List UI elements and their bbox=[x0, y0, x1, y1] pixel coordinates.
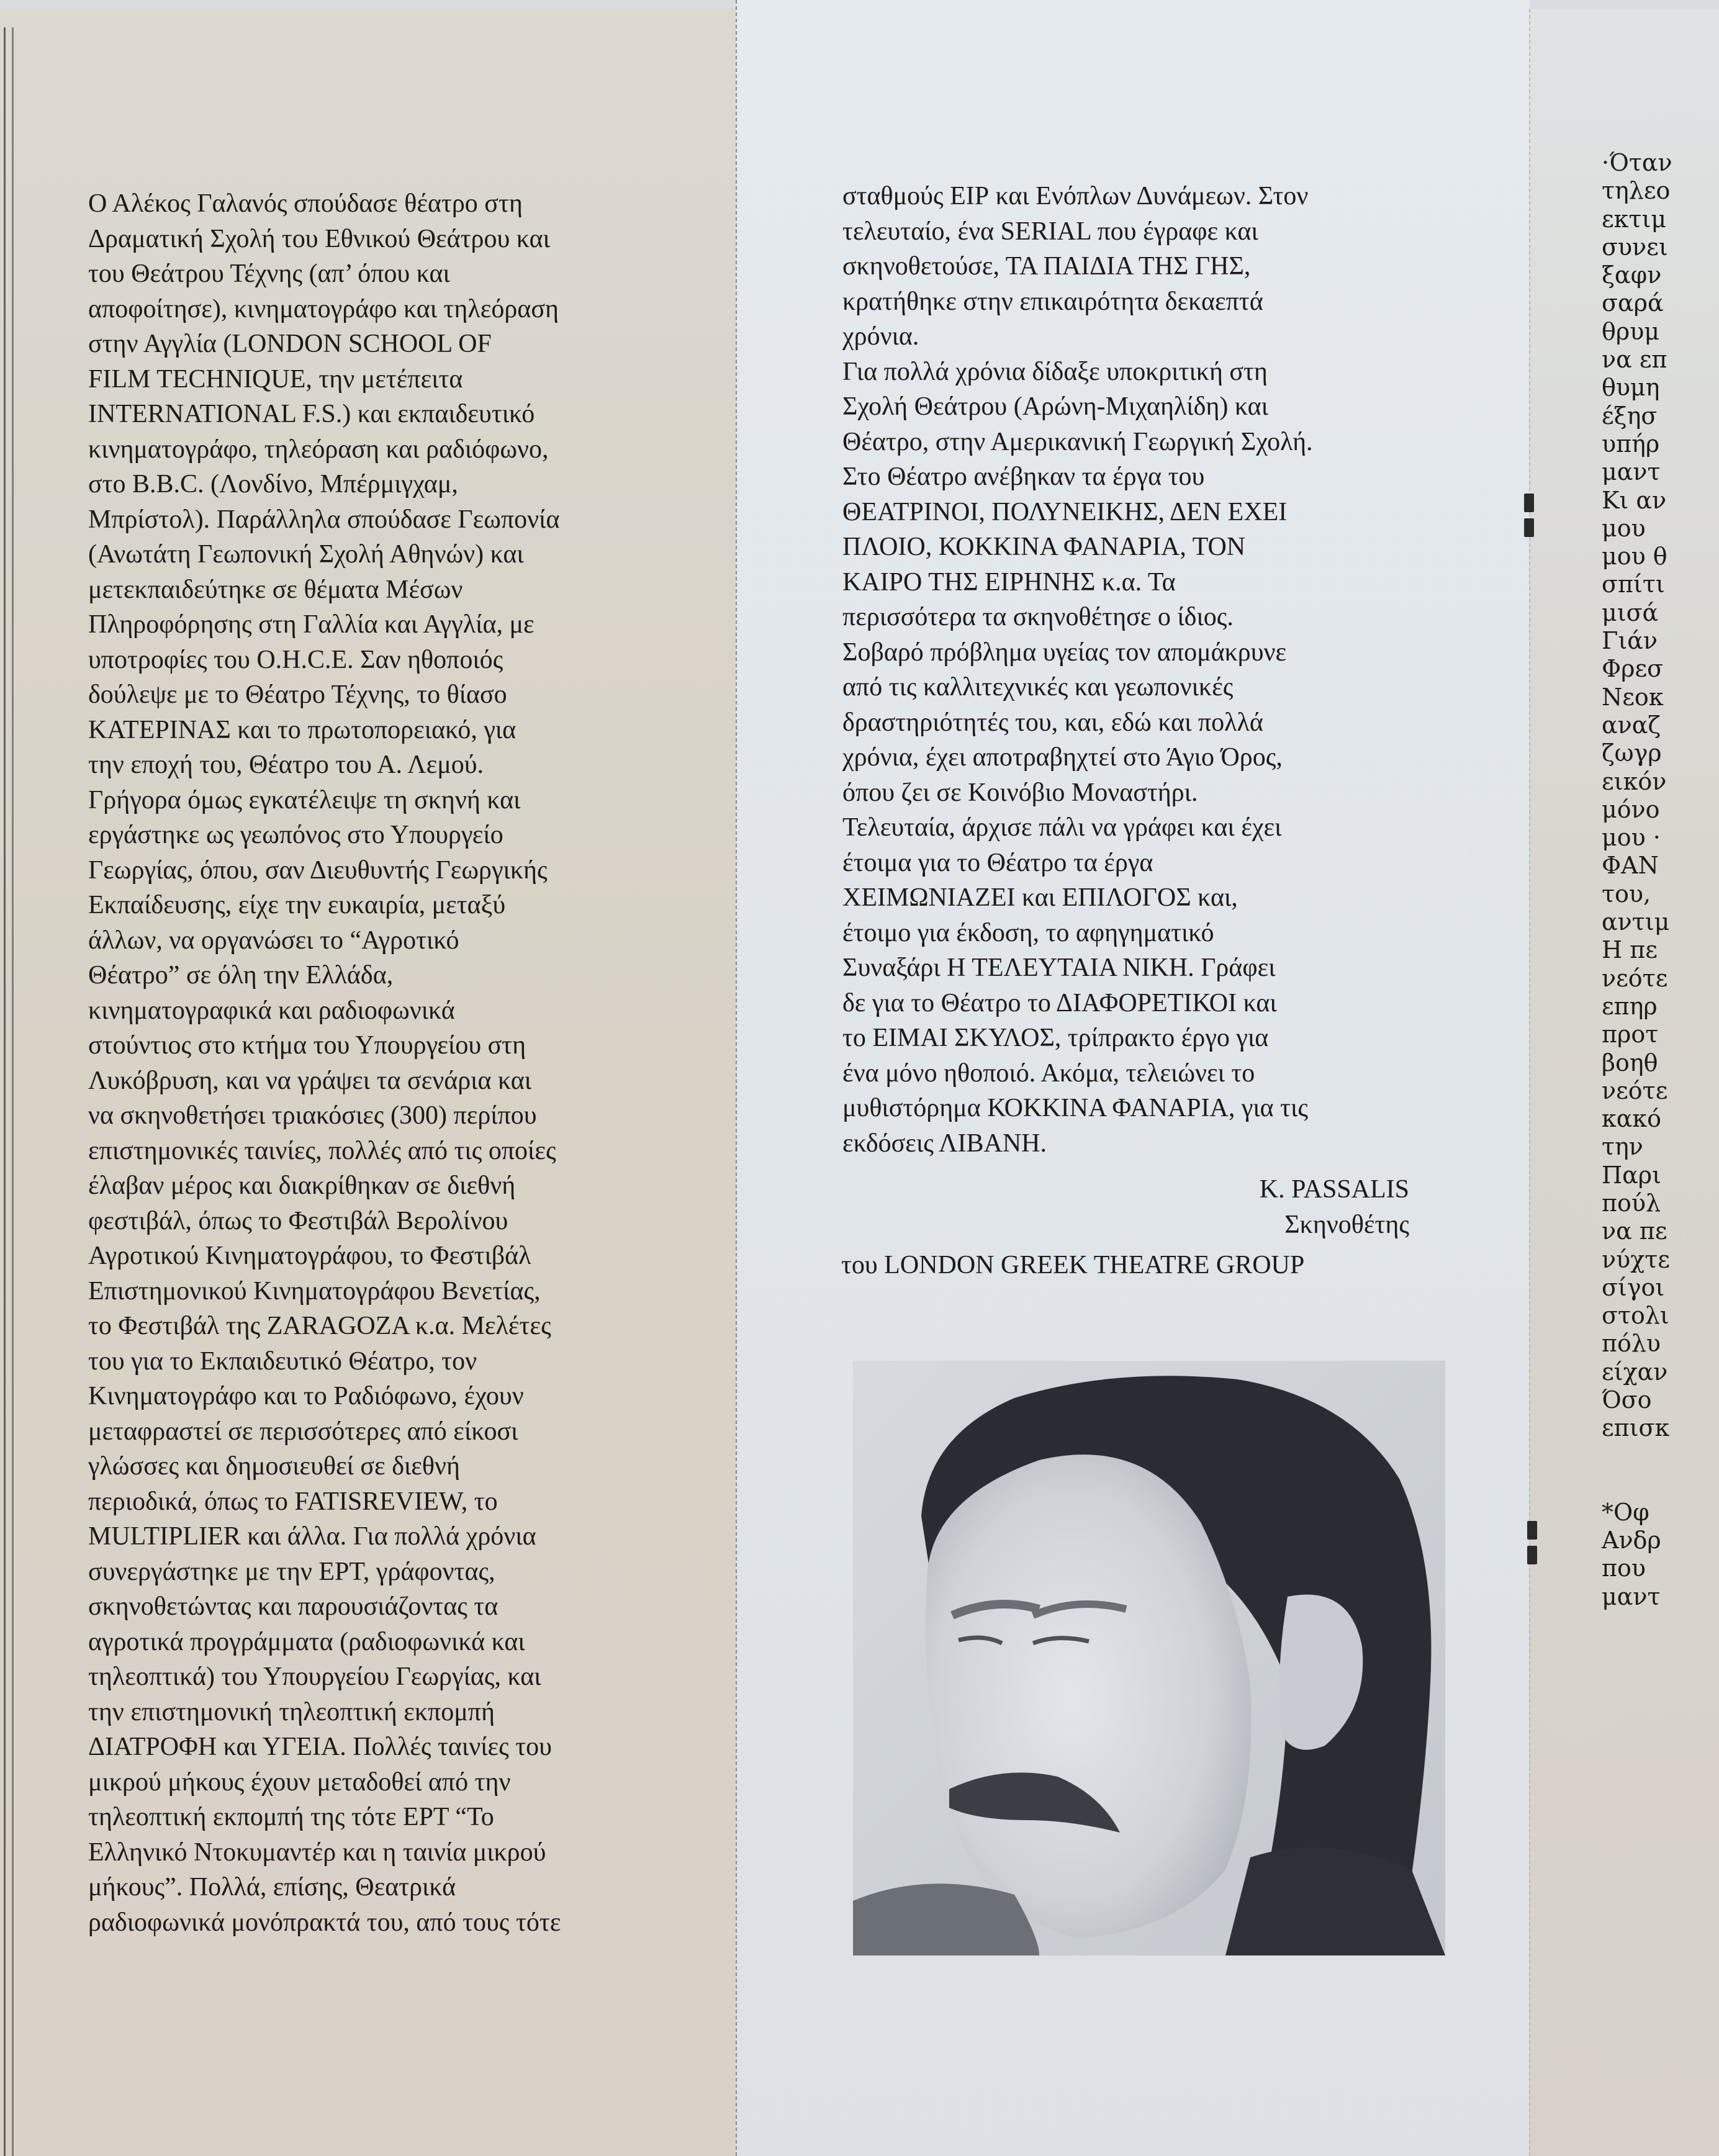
text-line: ΚΑΙΡΟ ΤΗΣ ΕΙΡΗΝΗΣ κ.α. Τα bbox=[842, 567, 1176, 597]
text-line: από τις καλλιτεχνικές και γεωπονικές bbox=[842, 673, 1234, 701]
text-line: Γεωργίας, όπου, σαν Διευθυντής Γεωργικής bbox=[88, 855, 548, 885]
footnote-line: Ανδρ bbox=[1602, 1526, 1661, 1554]
text-line: αντιμ bbox=[1602, 908, 1670, 936]
text-line: Παρι bbox=[1602, 1161, 1662, 1189]
text-line: τηλεοπτικά) του Υπουργείου Γεωργίας, και bbox=[88, 1662, 541, 1691]
text-line: μήκους”. Πολλά, επίσης, Θεατρικά bbox=[88, 1873, 456, 1901]
text-line: θυμη bbox=[1602, 374, 1660, 402]
text-line: όπου ζει σε Κοινόβιο Μοναστήρι. bbox=[842, 778, 1198, 807]
right-column-text bbox=[1602, 149, 1672, 1611]
text-line: συνει bbox=[1602, 233, 1668, 261]
text-line: περιοδικά, όπως το FATISREVIEW, το bbox=[88, 1487, 498, 1516]
text-line: μαντ bbox=[1602, 458, 1661, 486]
text-line: επηρ bbox=[1602, 992, 1658, 1020]
text-line: μικρού μήκους έχουν μεταδοθεί από την bbox=[88, 1767, 511, 1797]
text-line: εικόν bbox=[1602, 767, 1667, 795]
text-line: φεστιβάλ, όπως το Φεστιβάλ Βερολίνου bbox=[88, 1206, 508, 1235]
text-line: MULTIPLIER και άλλα. Για πολλά χρόνια bbox=[88, 1522, 536, 1551]
text-line: προτ bbox=[1602, 1021, 1659, 1049]
text-line: πούλ bbox=[1602, 1189, 1661, 1217]
text-line: μου · bbox=[1602, 824, 1661, 852]
text-line: του, bbox=[1602, 880, 1651, 908]
text-line: σπίτι bbox=[1602, 571, 1665, 598]
text-line: μόνο bbox=[1602, 795, 1660, 823]
text-line: το Φεστιβάλ της ZARAGOZA κ.α. Μελέτες bbox=[88, 1312, 551, 1340]
text-line: δούλεψε με το Θέατρο Τέχνης, το θίασο bbox=[88, 680, 507, 709]
text-line: ραδιοφωνικά μονόπρακτά του, από τους τότε bbox=[88, 1908, 561, 1937]
text-line: τελευταίο, ένα SERIAL που έγραφε και bbox=[842, 217, 1258, 246]
text-line: Φρεσ bbox=[1602, 655, 1664, 683]
text-line: Θέατρο, στην Αμερικανική Γεωργική Σχολή. bbox=[842, 427, 1313, 456]
text-line: Ο Αλέκος Γαλανός σπούδασε θέατρο στη bbox=[88, 189, 523, 218]
text-line: του Θεάτρου Τέχνης (απ’ όπου και bbox=[88, 259, 450, 288]
text-line: Γρήγορα όμως εγκατέλειψε τη σκηνή και bbox=[88, 785, 521, 814]
text-line: στολι bbox=[1602, 1302, 1669, 1330]
text-line: ·Όταν bbox=[1602, 149, 1672, 176]
text-line: υπήρ bbox=[1602, 430, 1660, 458]
spacer bbox=[1602, 1443, 1672, 1499]
text-line: περισσότερα τα σκηνοθέτησε ο ίδιος. bbox=[842, 603, 1234, 631]
footnote-line: *Οφ bbox=[1602, 1498, 1649, 1526]
text-line: άλλων, να οργανώσει το “Αγροτικό bbox=[88, 926, 459, 955]
text-line: Για πολλά χρόνια δίδαξε υποκριτική στη bbox=[842, 357, 1268, 386]
text-line: την bbox=[1602, 1133, 1643, 1161]
text-line: μου bbox=[1602, 514, 1646, 542]
signature-group: του LONDON GREEK THEATRE GROUP bbox=[841, 1251, 1305, 1279]
text-line: του για το Εκπαιδευτικό Θέατρο, τον bbox=[88, 1346, 477, 1376]
text-line: Σχολή Θεάτρου (Αρώνη-Μιχαηλίδη) και bbox=[842, 392, 1268, 421]
text-line: έτοιμο για έκδοση, το αφηγηματικό bbox=[842, 918, 1214, 947]
text-line: Τελευταία, άρχισε πάλι να γράφει και έχει bbox=[842, 813, 1282, 842]
text-line: επιστημονικές ταινίες, πολλές από τις οποίες bbox=[88, 1136, 556, 1165]
text-line: συνεργάστηκε με την ΕΡΤ, γράφοντας, bbox=[88, 1557, 495, 1586]
text-line: μετεκπαιδεύτηκε σε θέματα Μέσων bbox=[88, 575, 463, 604]
text-line: INTERNATIONAL F.S.) και εκπαιδευτικό bbox=[88, 400, 535, 428]
text-line: πόλυ bbox=[1602, 1330, 1661, 1358]
text-line: να σκηνοθετήσει τριακόσιες (300) περίπου bbox=[88, 1101, 537, 1130]
text-line: την επιστημονική τηλεοπτική εκπομπή bbox=[88, 1697, 495, 1726]
text-line: ΠΛΟΙΟ, ΚΟΚΚΙΝΑ ΦΑΝΑΡΙΑ, ΤΟΝ bbox=[842, 533, 1246, 561]
text-line: Νεοκ bbox=[1602, 683, 1664, 711]
footnote-line: μαντ bbox=[1602, 1582, 1661, 1610]
text-line: νύχτε bbox=[1602, 1245, 1670, 1273]
text-line: το ΕΙΜΑΙ ΣΚΥΛΟΣ, τρίπρακτο έργο για bbox=[842, 1024, 1269, 1052]
text-line: Επιστημονικού Κινηματογράφου Βενετίας, bbox=[88, 1276, 541, 1306]
text-line: αναζ bbox=[1602, 711, 1661, 739]
text-line: είχαν bbox=[1602, 1358, 1668, 1386]
text-line: Θέατρο” σε όλη την Ελλάδα, bbox=[88, 961, 394, 990]
signature-role: Σκηνοθέτης bbox=[1284, 1211, 1409, 1239]
text-line: Ελληνικό Ντοκυμαντέρ και η ταινία μικρού bbox=[88, 1838, 546, 1867]
text-line: έτοιμα για το Θέατρο τα έργα bbox=[842, 848, 1153, 877]
text-line: ζωγρ bbox=[1602, 739, 1662, 767]
text-line: μισά bbox=[1602, 598, 1659, 626]
page-edge-line bbox=[12, 27, 14, 2156]
left-column-text bbox=[88, 186, 659, 1940]
text-line: να επ bbox=[1602, 346, 1667, 374]
staple-icon bbox=[1524, 1521, 1540, 1564]
text-line: υποτροφίες του Ο.Η.C.Ε. Σαν ηθοποιός bbox=[88, 645, 503, 674]
text-line: Μπρίστολ). Παράλληλα σπούδασε Γεωπονία bbox=[88, 505, 560, 534]
text-line: δε για το Θέατρο το ΔΙΑΦΟΡΕΤΙΚΟΙ και bbox=[842, 988, 1277, 1017]
text-line: ΚΑΤΕΡΙΝΑΣ και το πρωτοπορειακό, για bbox=[88, 715, 517, 744]
text-line: Εκπαίδευσης, είχε την ευκαιρία, μεταξύ bbox=[88, 891, 506, 919]
text-line: Συναξάρι Η ΤΕΛΕΥΤΑΙΑ ΝΙΚΗ. Γράφει bbox=[842, 954, 1276, 982]
text-line: στην Αγγλία (LONDON SCHOOL OF bbox=[88, 330, 492, 358]
text-line: Δραματική Σχολή του Εθνικού Θεάτρου και bbox=[88, 224, 550, 253]
text-line: στούντιος στο κτήμα του Υπουργείου στη bbox=[88, 1031, 526, 1060]
text-line: σκηνοθετούσε, ΤΑ ΠΑΙΔΙΑ ΤΗΣ ΓΗΣ, bbox=[842, 252, 1251, 281]
text-line: θρυμ bbox=[1602, 317, 1660, 345]
text-line: Γιάν bbox=[1602, 627, 1658, 655]
text-line: τηλεοπτική εκπομπή της τότε ΕΡΤ “Το bbox=[88, 1803, 494, 1831]
text-line: αγροτικά προγράμματα (ραδιοφωνικά και bbox=[88, 1627, 525, 1656]
text-line: τηλεο bbox=[1602, 177, 1671, 205]
text-line: Πληροφόρησης στη Γαλλία και Αγγλία, με bbox=[88, 610, 535, 639]
portrait-photo bbox=[853, 1361, 1445, 1955]
text-line: νεότε bbox=[1602, 964, 1668, 992]
text-line: γλώσσες και δημοσιευθεί σε διεθνή bbox=[88, 1452, 460, 1481]
text-line: να πε bbox=[1602, 1217, 1667, 1245]
text-line: κινηματογράφο, τηλεόραση και ραδιόφωνο, bbox=[88, 435, 549, 464]
text-line: σαρά bbox=[1602, 289, 1664, 317]
text-line: κακό bbox=[1602, 1105, 1662, 1133]
text-line: Σοβαρό πρόβλημα υγείας τον απομάκρυνε bbox=[842, 638, 1287, 667]
text-line: ΔΙΑΤΡΟΦΗ και ΥΓΕΙΑ. Πολλές ταινίες του bbox=[88, 1733, 552, 1761]
text-line: Αγροτικού Κινηματογράφου, το Φεστιβάλ bbox=[88, 1242, 531, 1270]
text-line: Όσο bbox=[1602, 1386, 1652, 1414]
text-line: βοηθ bbox=[1602, 1049, 1658, 1076]
text-line: έξησ bbox=[1602, 402, 1658, 430]
text-line: ΧΕΙΜΩΝΙΑΖΕΙ και ΕΠΙΛΟΓΟΣ και, bbox=[842, 883, 1238, 912]
text-line: την εποχή του, Θέατρο του Α. Λεμού. bbox=[88, 751, 484, 779]
text-line: νεότε bbox=[1602, 1076, 1668, 1104]
page-edge-line bbox=[4, 27, 6, 2156]
text-line: ξαφν bbox=[1602, 261, 1662, 289]
text-line: εκτιμ bbox=[1602, 205, 1667, 233]
text-line: ΦΑΝ bbox=[1602, 852, 1659, 880]
signature-name: K. PASSALIS bbox=[1259, 1175, 1409, 1204]
text-line: μου θ bbox=[1602, 543, 1667, 571]
text-line: επισκ bbox=[1602, 1414, 1670, 1442]
text-line: σκηνοθετώντας και παρουσιάζοντας τα bbox=[88, 1592, 499, 1621]
portrait-image bbox=[853, 1361, 1445, 1955]
text-line: Κινηματογράφο και το Ραδιόφωνο, έχουν bbox=[88, 1382, 524, 1410]
middle-column-text bbox=[842, 179, 1420, 1161]
text-line: μυθιστόρημα ΚΟΚΚΙΝΑ ΦΑΝΑΡΙΑ, για τις bbox=[842, 1094, 1308, 1122]
text-line: Η πε bbox=[1602, 936, 1658, 964]
text-line: (Ανωτάτη Γεωπονική Σχολή Αθηνών) και bbox=[88, 540, 524, 569]
text-line: έλαβαν μέρος και διακρίθηκαν σε διεθνή bbox=[88, 1171, 516, 1200]
text-line: στο B.B.C. (Λονδίνο, Μπέρμιγχαμ, bbox=[88, 470, 458, 498]
text-line: εκδόσεις ΛΙΒΑΝΗ. bbox=[842, 1129, 1047, 1158]
text-line: μεταφραστεί σε περισσότερες από είκοσι bbox=[88, 1417, 518, 1446]
text-line: Στο Θέατρο ανέβηκαν τα έργα του bbox=[842, 462, 1205, 491]
footnote-line: που bbox=[1602, 1554, 1646, 1582]
text-line: αποφοίτησε), κινηματογράφο και τηλεόραση bbox=[88, 294, 559, 323]
text-line: FILM TECHNIQUE, την μετέπειτα bbox=[88, 364, 463, 394]
text-line: σταθμούς ΕΙΡ και Ενόπλων Δυνάμεων. Στον bbox=[842, 182, 1309, 210]
text-line: ένα μόνο ηθοποιό. Ακόμα, τελειώνει το bbox=[842, 1058, 1255, 1088]
text-line: κινηματογραφικά και ραδιοφωνικά bbox=[88, 996, 455, 1025]
staple-icon bbox=[1521, 494, 1537, 537]
text-line: Λυκόβρυση, και να γράψει τα σενάρια και bbox=[88, 1066, 532, 1095]
text-line: σίγοι bbox=[1602, 1273, 1665, 1301]
text-line: χρόνια, έχει αποτραβηχτεί στο Άγιο Όρος, bbox=[842, 743, 1283, 772]
text-line: χρόνια. bbox=[842, 322, 919, 351]
text-line: Κι αν bbox=[1602, 486, 1667, 514]
text-line: εργάστηκε ως γεωπόνος στο Υπουργείο bbox=[88, 821, 503, 849]
text-line: ΘΕΑΤΡΙΝΟΙ, ΠΟΛΥΝΕΙΚΗΣ, ΔΕΝ ΕΧΕΙ bbox=[842, 497, 1288, 526]
text-line: δραστηριότητές του, και, εδώ και πολλά bbox=[842, 708, 1263, 737]
text-line: κρατήθηκε στην επικαιρότητα δεκαεπτά bbox=[842, 287, 1263, 316]
